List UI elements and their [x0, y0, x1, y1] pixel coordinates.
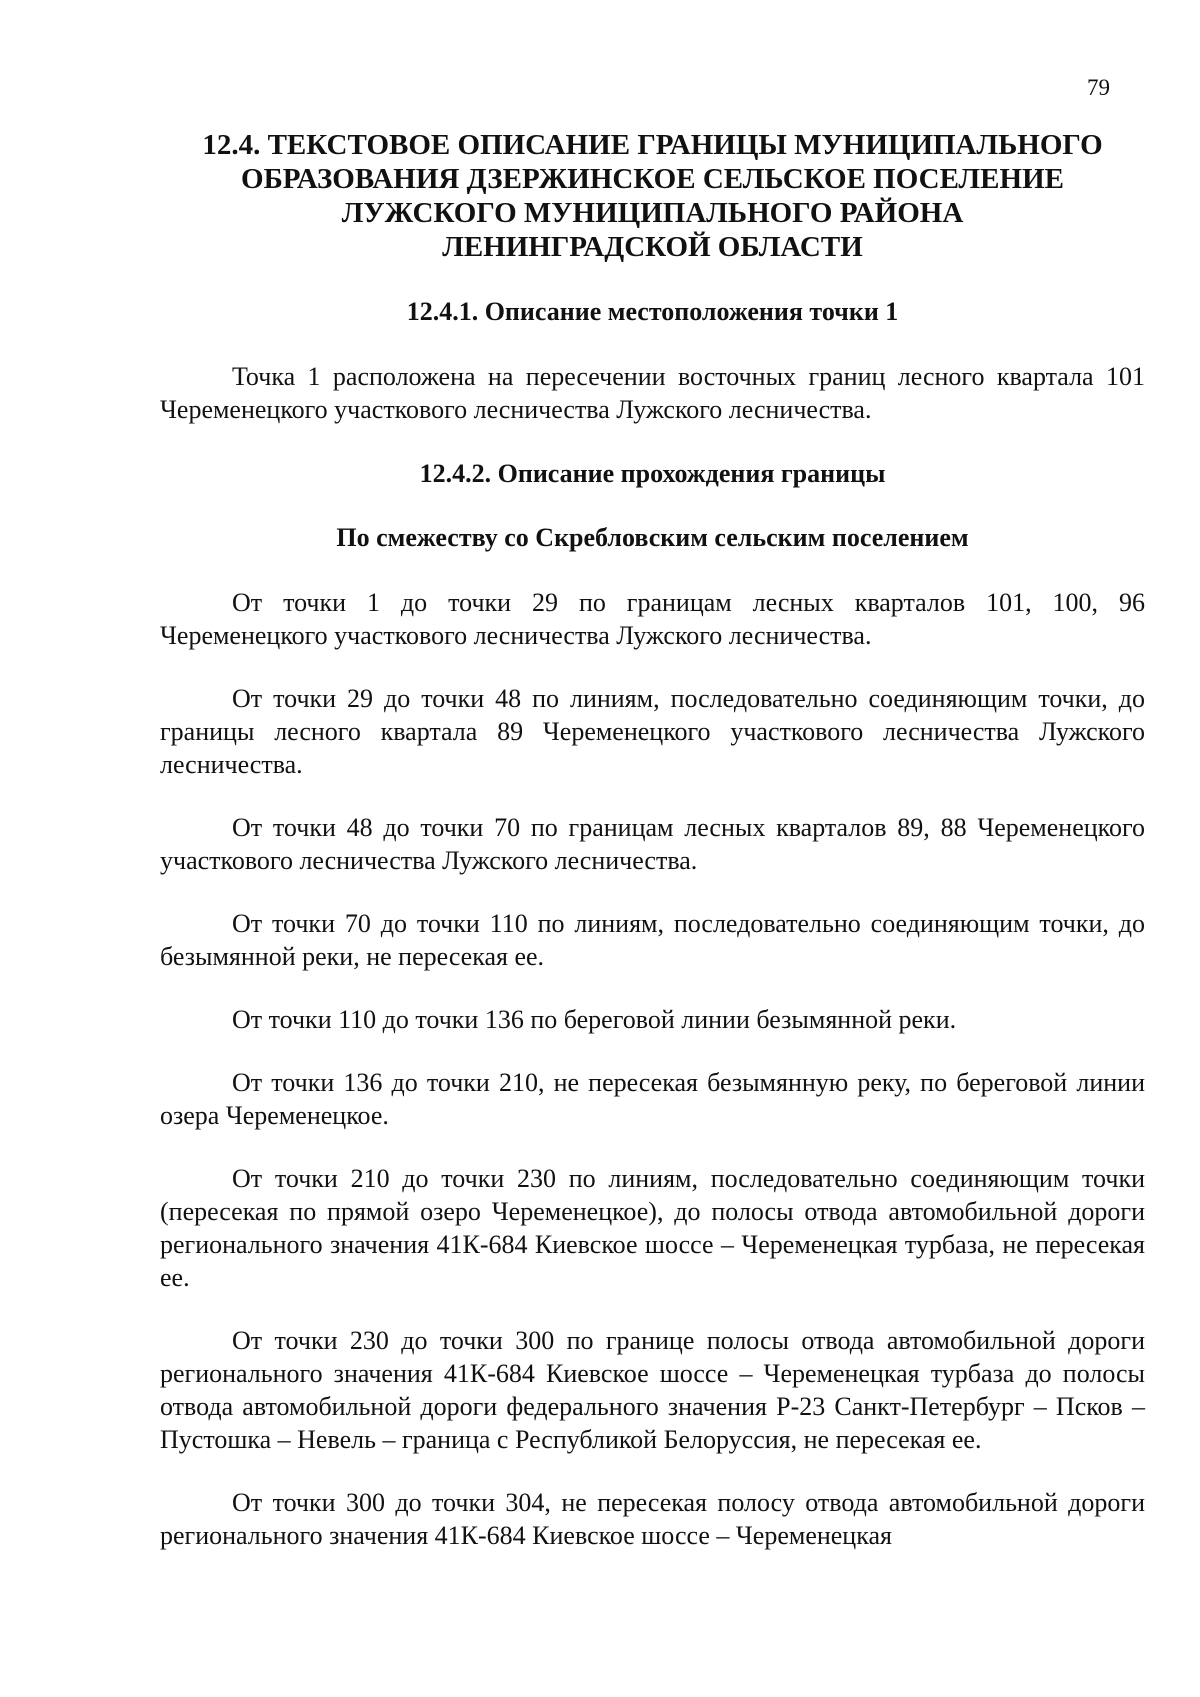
- boundary-paragraph: От точки 110 до точки 136 по береговой линии безымянной реки.: [232, 1005, 957, 1034]
- section-subheading-adjacency: По смежеству со Скребловским сельским поселением: [336, 523, 969, 552]
- boundary-paragraph: От точки 300 до точки 304, не пересекая полосу отвода автомобильной дороги регионального значения 41К-684 Киевское шоссе – Череменецкая: [160, 1488, 1145, 1550]
- document-title: [160, 128, 1145, 264]
- title-line: ОБРАЗОВАНИЯ ДЗЕРЖИНСКОЕ СЕЛЬСКОЕ ПОСЕЛЕНИЕ: [241, 163, 1064, 195]
- boundary-paragraph: От точки 230 до точки 300 по границе полосы отвода автомобильной дороги регионального значения 41К-684 Киевское шоссе – Череменецкая турбаза до полосы отвода автомобильной дороги федерального значения Р-23 Санкт-Петербург – Псков – Пустошка – Невель – граница с Республикой Белоруссия, не пересекая ее.: [160, 1326, 1145, 1454]
- boundary-paragraph: От точки 70 до точки 110 по линиям, последовательно соединяющим точки, до безымянной реки, не пересекая ее.: [160, 909, 1145, 971]
- document-content: [160, 128, 1145, 1552]
- boundary-paragraph: От точки 1 до точки 29 по границам лесных кварталов 101, 100, 96 Череменецкого участкового лесничества Лужского лесничества.: [160, 588, 1145, 650]
- boundary-paragraph: От точки 136 до точки 210, не пересекая безымянную реку, по береговой линии озера Череменецкое.: [160, 1068, 1145, 1130]
- title-line: 12.4. ТЕКСТОВОЕ ОПИСАНИЕ ГРАНИЦЫ МУНИЦИПАЛЬНОГО: [202, 129, 1103, 161]
- boundary-paragraph: От точки 48 до точки 70 по границам лесных кварталов 89, 88 Череменецкого участкового лесничества Лужского лесничества.: [160, 813, 1145, 875]
- boundary-paragraph: От точки 29 до точки 48 по линиям, последовательно соединяющим точки, до границы лесного квартала 89 Череменецкого участкового лесничества Лужского лесничества.: [160, 684, 1145, 779]
- title-line: ЛУЖСКОГО МУНИЦИПАЛЬНОГО РАЙОНА: [341, 197, 964, 229]
- paragraph-point-location: Точка 1 расположена на пересечении восточных границ лесного квартала 101 Черeменецкого участкового лесничества Лужского лесничества.: [160, 362, 1145, 424]
- section-heading-boundary-description: 12.4.2. Описание прохождения границы: [419, 459, 886, 488]
- page-number: 79: [1087, 75, 1110, 100]
- title-line: ЛЕНИНГРАДСКОЙ ОБЛАСТИ: [442, 231, 863, 263]
- boundary-paragraph: От точки 210 до точки 230 по линиям, последовательно соединяющим точки (пересекая по прямой озеро Череменецкое), до полосы отвода автомобильной дороги регионального значения 41К-684 Киевское шоссе – Череменецкая турбаза, не пересекая ее.: [160, 1164, 1145, 1292]
- section-heading-point-location: 12.4.1. Описание местоположения точки 1: [406, 297, 899, 326]
